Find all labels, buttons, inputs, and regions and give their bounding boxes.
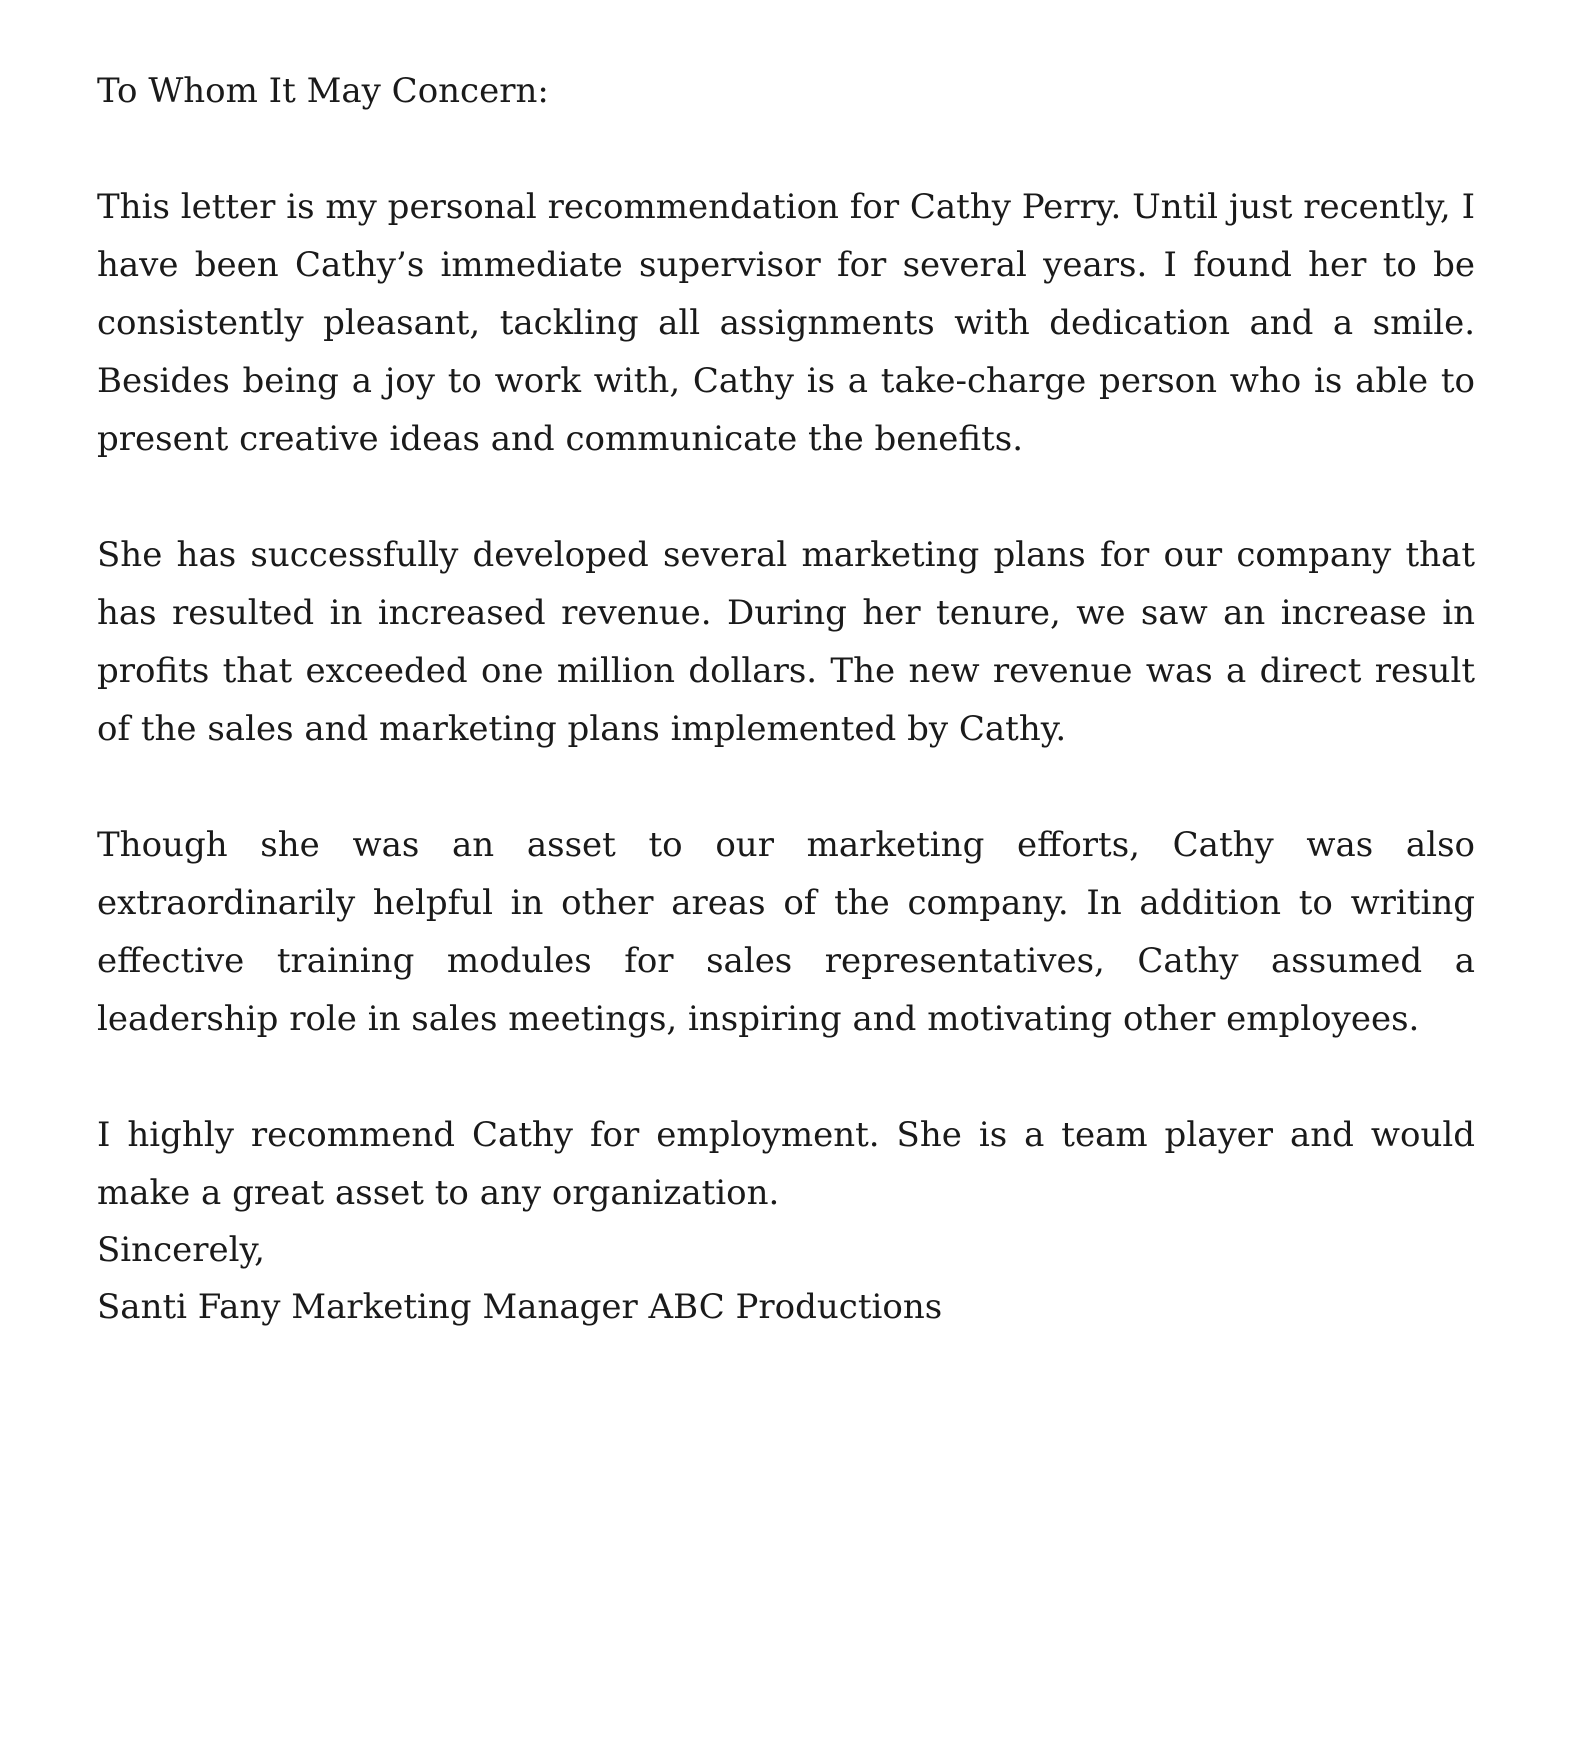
paragraph-4: I highly recommend Cathy for employment. She is a team player and would make a great asset to any organization. <box>97 1115 1475 1213</box>
paragraph-2: She has successfully developed several marketing plans for our company that has resulted in increased revenue. During her tenure, we saw an increase in profits that exceeded one million dollars. The new revenue was a direct result of the sales and marketing plans implemented by Cathy. <box>97 535 1475 749</box>
salutation: To Whom It May Concern: <box>97 71 549 111</box>
paragraph-3: Though she was an asset to our marketing efforts, Cathy was also extraordinarily helpful in other areas of the company. In addition to writing effective training modules for sales representatives, Cathy assumed a leadership role in sales meetings, inspiring and motivating other employees. <box>97 825 1475 1039</box>
closing: Sincerely, <box>97 1230 265 1270</box>
letter-body <box>97 62 1475 1336</box>
signature-line: Santi Fany Marketing Manager ABC Productions <box>97 1287 943 1327</box>
paragraph-1: This letter is my personal recommendation for Cathy Perry. Until just recently, I have been Cathy’s immediate supervisor for several years. I found her to be consistently pleasant, tackling all assignments with dedication and a smile. Besides being a joy to work with, Cathy is a take-charge person who is able to present creative ideas and communicate the benefits. <box>97 187 1475 459</box>
